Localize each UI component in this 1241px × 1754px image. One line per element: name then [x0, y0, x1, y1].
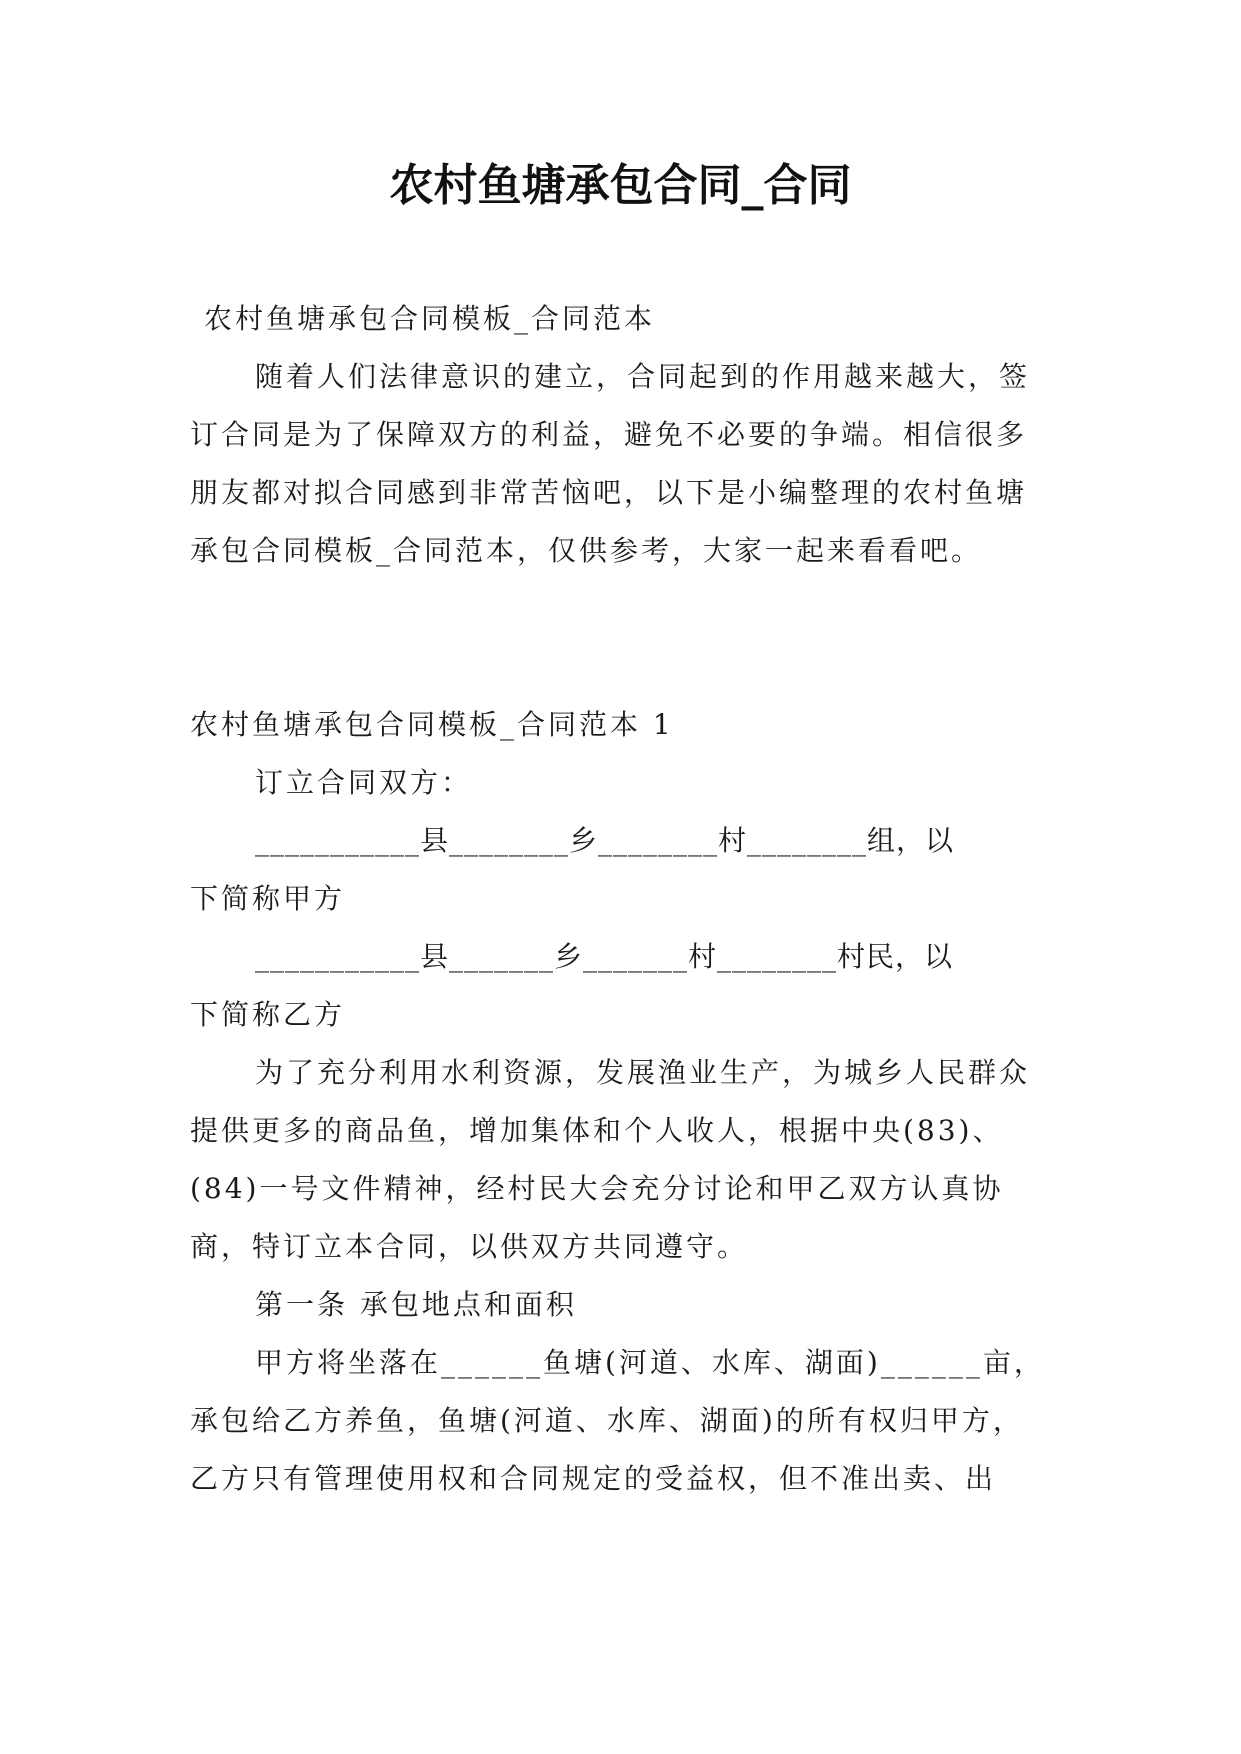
party-a-line: ___________县________乡________村________组，以	[255, 824, 955, 857]
party-b-line: ___________县_______乡_______村________村民，以	[255, 940, 954, 973]
article-1-heading: 第一条 承包地点和面积	[255, 1288, 577, 1321]
document-title: 农村鱼塘承包合同_合同	[389, 160, 852, 211]
section-spacer	[190, 580, 1050, 696]
parties-label: 订立合同双方：	[255, 766, 473, 799]
document-body	[190, 290, 1050, 1508]
purpose-paragraph: 为了充分利用水利资源，发展渔业生产，为城乡人民群众提供更多的商品鱼，增加集体和个人收人，根据中央(83)、(84)一号文件精神，经村民大会充分讨论和甲乙双方认真协商，特订立本合同，以供双方共同遵守。	[190, 1056, 1031, 1263]
party-a-continuation: 下简称甲方	[190, 882, 346, 915]
document-subtitle: 农村鱼塘承包合同模板_合同范本	[204, 302, 656, 335]
party-b-continuation: 下简称乙方	[190, 998, 346, 1031]
section-heading: 农村鱼塘承包合同模板_合同范本 1	[190, 708, 674, 741]
article-1-paragraph: 甲方将坐落在______鱼塘(河道、水库、湖面)______亩，承包给乙方养鱼，鱼塘(河道、水库、湖面)的所有权归甲方，乙方只有管理使用权和合同规定的受益权，但不准出卖、出	[190, 1346, 1045, 1495]
intro-paragraph: 随着人们法律意识的建立，合同起到的作用越来越大，签订合同是为了保障双方的利益，避免不必要的争端。相信很多朋友都对拟合同感到非常苦恼吧，以下是小编整理的农村鱼塘承包合同模板_合同范本，仅供参考，大家一起来看看吧。	[190, 360, 1031, 567]
